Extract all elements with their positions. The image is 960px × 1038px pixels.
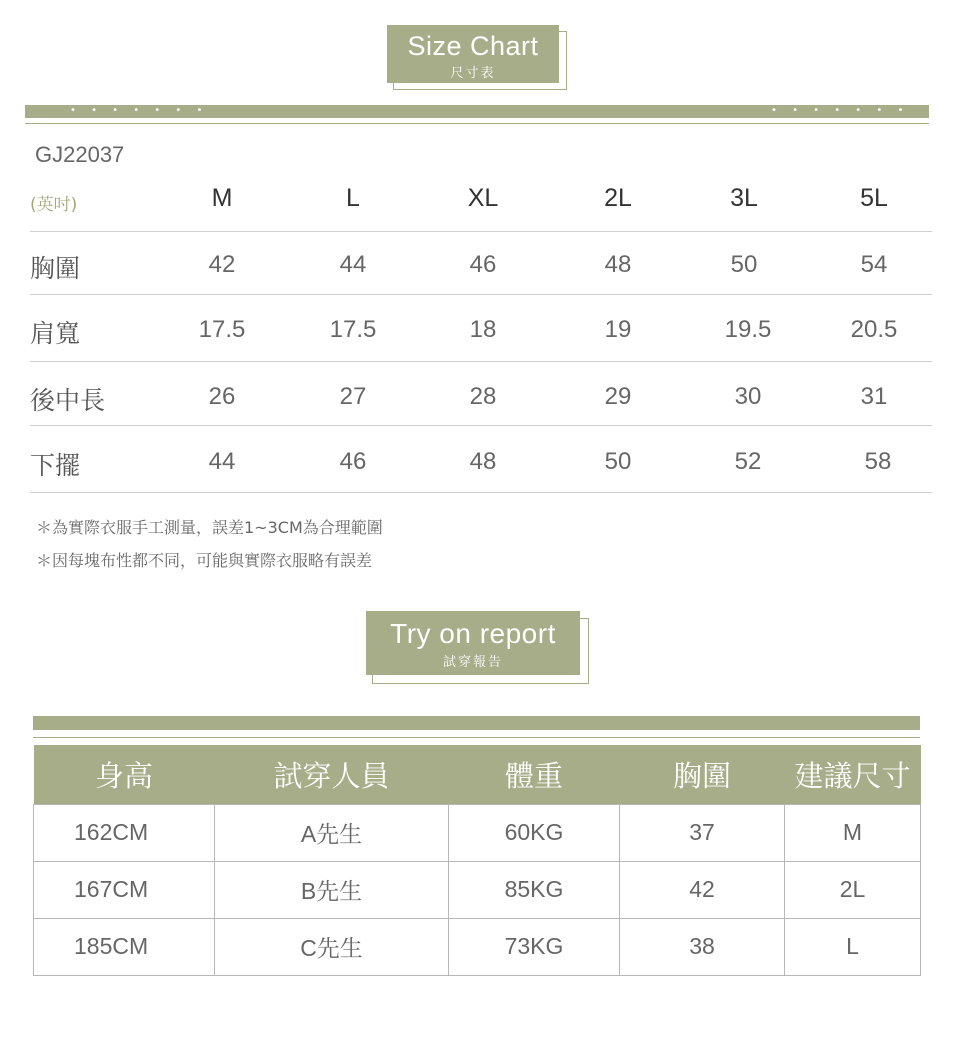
table-cell: 19.5 <box>724 316 772 343</box>
row-label-chest: 胸圍 <box>30 254 81 283</box>
table-cell: L <box>785 918 921 975</box>
table-cell: 28 <box>469 383 497 410</box>
header-tester: 試穿人員 <box>215 745 449 804</box>
table-cell: 54 <box>860 251 888 278</box>
table-cell: 48 <box>469 448 497 475</box>
table-row <box>34 861 921 918</box>
row-label-shoulder: 肩寬 <box>30 319 81 348</box>
measurement-note: ＊為實際衣服手工測量，誤差1~3CM為合理範圍 <box>36 518 383 537</box>
table-cell: 31 <box>860 383 888 410</box>
decorative-band <box>33 716 920 730</box>
decorative-line <box>33 737 920 738</box>
table-cell: 20.5 <box>850 316 898 343</box>
table-cell: 50 <box>730 251 758 278</box>
size-header-m: M <box>211 184 233 212</box>
size-header-5l: 5L <box>860 184 888 212</box>
table-cell: C先生 <box>215 918 449 975</box>
table-cell: 29 <box>604 383 632 410</box>
table-cell: 167CM <box>34 861 215 918</box>
unit-label: (英吋) <box>30 195 78 215</box>
size-header-2l: 2L <box>604 184 632 212</box>
row-divider <box>30 425 932 426</box>
header-chest: 胸圍 <box>620 745 785 804</box>
table-cell: 27 <box>339 383 367 410</box>
header-height: 身高 <box>34 745 215 804</box>
table-cell: 17.5 <box>198 316 246 343</box>
decorative-dots-left: • • • • • • • <box>70 105 209 116</box>
table-cell: 46 <box>339 448 367 475</box>
size-chart-title: Size Chart <box>407 31 539 61</box>
table-cell: 26 <box>208 383 236 410</box>
try-on-title: Try on report <box>390 618 556 649</box>
table-cell: A先生 <box>215 804 449 861</box>
size-chart-title-box <box>387 25 559 83</box>
try-on-title-box <box>366 611 580 675</box>
table-row <box>34 918 921 975</box>
row-label-back-length: 後中長 <box>30 386 106 415</box>
table-cell: 60KG <box>449 804 620 861</box>
table-cell: 18 <box>469 316 497 343</box>
try-on-table <box>33 745 921 976</box>
table-cell: B先生 <box>215 861 449 918</box>
size-header-xl: XL <box>467 184 499 212</box>
table-cell: 2L <box>785 861 921 918</box>
table-cell: 37 <box>620 804 785 861</box>
table-cell: 73KG <box>449 918 620 975</box>
table-cell: 52 <box>734 448 762 475</box>
decorative-line <box>25 123 929 124</box>
table-row <box>34 804 921 861</box>
table-cell: 42 <box>208 251 236 278</box>
size-header-l: L <box>346 184 360 212</box>
header-suggested-size: 建議尺寸 <box>785 745 921 804</box>
table-cell: 44 <box>208 448 236 475</box>
row-divider <box>30 294 932 295</box>
table-header-row <box>34 745 921 804</box>
table-cell: 85KG <box>449 861 620 918</box>
table-cell: 44 <box>339 251 367 278</box>
table-cell: 42 <box>620 861 785 918</box>
try-on-subtitle: 試穿報告 <box>442 655 503 670</box>
row-divider <box>30 231 932 232</box>
table-cell: 46 <box>469 251 497 278</box>
size-header-3l: 3L <box>730 184 758 212</box>
table-cell: 30 <box>734 383 762 410</box>
table-cell: 50 <box>604 448 632 475</box>
row-label-hem: 下擺 <box>30 451 81 480</box>
fabric-note: ＊因每塊布性都不同，可能與實際衣服略有誤差 <box>36 551 373 570</box>
decorative-dots-right: • • • • • • • <box>771 105 910 116</box>
table-cell: 162CM <box>34 804 215 861</box>
table-cell: 17.5 <box>329 316 377 343</box>
table-cell: 58 <box>864 448 892 475</box>
table-cell: 48 <box>604 251 632 278</box>
size-chart-subtitle: 尺寸表 <box>450 66 496 81</box>
table-cell: M <box>785 804 921 861</box>
header-weight: 體重 <box>449 745 620 804</box>
product-model-code: GJ22037 <box>35 142 125 167</box>
row-divider <box>30 361 932 362</box>
row-divider <box>30 492 932 493</box>
table-cell: 185CM <box>34 918 215 975</box>
table-cell: 19 <box>604 316 632 343</box>
table-cell: 38 <box>620 918 785 975</box>
